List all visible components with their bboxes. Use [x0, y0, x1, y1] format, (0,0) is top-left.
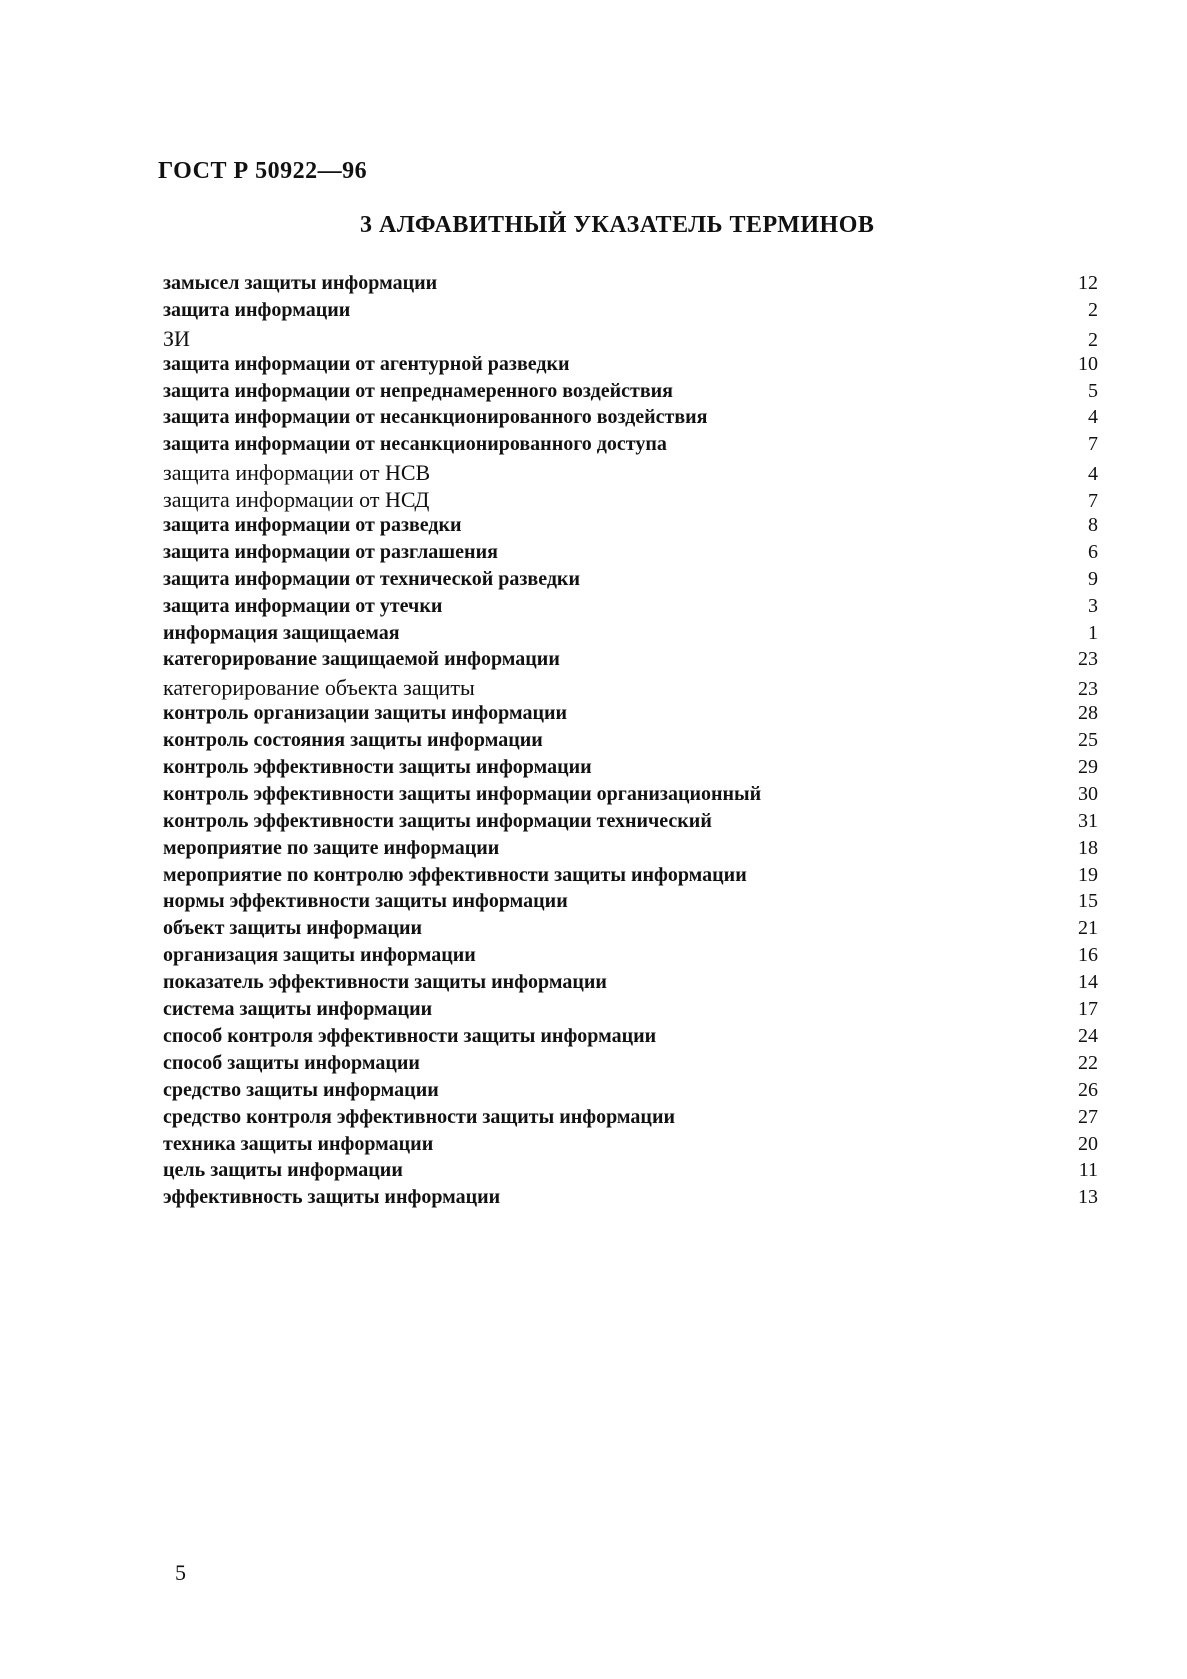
index-term-ref: 5 [1088, 379, 1098, 402]
index-term: защита информации от утечки [163, 594, 443, 617]
index-term-ref: 29 [1078, 756, 1098, 779]
index-row [163, 433, 1098, 460]
index-row [163, 380, 1098, 407]
index-term-ref: 15 [1078, 890, 1098, 913]
index-term-ref: 9 [1088, 567, 1098, 590]
index-term: защита информации от несанкционированного воздействия [163, 406, 708, 429]
index-term-ref: 11 [1078, 1159, 1098, 1182]
index-term: контроль эффективности защиты информации организационный [163, 782, 762, 805]
index-term: показатель эффективности защиты информации [163, 971, 607, 994]
index-term-ref: 6 [1088, 540, 1098, 563]
index-term: эффективность защиты информации [163, 1186, 501, 1209]
index-term: нормы эффективности защиты информации [163, 890, 568, 913]
index-term: защита информации от НСВ [163, 460, 431, 486]
index-term: категорирование защищаемой информации [163, 648, 560, 671]
index-term: мероприятие по защите информации [163, 836, 500, 859]
index-term-ref: 23 [1078, 648, 1098, 671]
index-term: защита информации от непреднамеренного воздействия [163, 379, 673, 402]
index-row [163, 299, 1098, 326]
index-term: цель защиты информации [163, 1159, 403, 1182]
index-term-ref: 12 [1078, 272, 1098, 294]
index-term-ref: 30 [1078, 782, 1098, 805]
index-row [163, 406, 1098, 433]
index-term-ref: 28 [1078, 702, 1098, 725]
index-row [163, 1106, 1098, 1133]
index-row [163, 675, 1098, 702]
index-term: контроль организации защиты информации [163, 702, 568, 725]
index-term: средство контроля эффективности защиты информации [163, 1105, 675, 1128]
index-term-ref: 2 [1088, 298, 1098, 321]
index-row [163, 541, 1098, 568]
index-row [163, 514, 1098, 541]
index-row [163, 272, 1098, 299]
index-term: защита информации [163, 298, 351, 321]
index-term-ref: 21 [1078, 917, 1098, 940]
index-row [163, 595, 1098, 622]
index-term: контроль эффективности защиты информации [163, 756, 592, 779]
index-row [163, 353, 1098, 380]
index-row [163, 729, 1098, 756]
index-term: категорирование объекта защиты [163, 675, 475, 701]
index-row [163, 622, 1098, 649]
index-term: система защиты информации [163, 998, 433, 1021]
index-row [163, 648, 1098, 675]
index-term-ref: 23 [1078, 678, 1098, 701]
index-row [163, 1025, 1098, 1052]
index-row [163, 837, 1098, 864]
index-term-ref: 18 [1078, 836, 1098, 859]
index-term-ref: 19 [1078, 863, 1098, 886]
index-term: средство защиты информации [163, 1078, 439, 1101]
index-term-ref: 7 [1088, 490, 1098, 513]
index-term: организация защиты информации [163, 944, 476, 967]
index-term-ref: 8 [1088, 514, 1098, 537]
index-row [163, 326, 1098, 353]
index-row [163, 783, 1098, 810]
index-term-ref: 13 [1078, 1186, 1098, 1209]
index-row [163, 756, 1098, 783]
index-term: защита информации от технической разведки [163, 567, 580, 590]
index-term-ref: 27 [1078, 1105, 1098, 1128]
index-row [163, 460, 1098, 487]
index-row [163, 890, 1098, 917]
index-term: контроль состояния защиты информации [163, 729, 543, 752]
index-row [163, 568, 1098, 595]
index-term: объект защиты информации [163, 917, 423, 940]
index-row [163, 864, 1098, 891]
index-term: информация защищаемая [163, 621, 400, 644]
index-term: ЗИ [163, 325, 190, 351]
index-term-ref: 10 [1078, 352, 1098, 375]
index-row [163, 702, 1098, 729]
index-term: мероприятие по контролю эффективности защиты информации [163, 863, 747, 886]
index-term: защита информации от несанкционированного доступа [163, 433, 667, 456]
index-row [163, 971, 1098, 998]
index-term-ref: 16 [1078, 944, 1098, 967]
index-term-ref: 3 [1088, 594, 1098, 617]
index-term-ref: 2 [1088, 328, 1098, 351]
index-term: техника защиты информации [163, 1132, 434, 1155]
index-term: способ защиты информации [163, 1051, 420, 1074]
page-number: 5 [175, 1560, 186, 1585]
index-term-ref: 7 [1088, 433, 1098, 456]
index-term-ref: 20 [1078, 1132, 1098, 1155]
index-row [163, 487, 1098, 514]
index-term: замысел защиты информации [163, 272, 438, 294]
index-row [163, 944, 1098, 971]
index-term: защита информации от разглашения [163, 540, 498, 563]
index-row [163, 1186, 1098, 1213]
index-term-ref: 25 [1078, 729, 1098, 752]
index-term: защита информации от агентурной разведки [163, 352, 570, 375]
index-term: контроль эффективности защиты информации технический [163, 809, 712, 832]
index-term: защита информации от НСД [163, 487, 430, 513]
index-term: способ контроля эффективности защиты информации [163, 1024, 657, 1047]
index-term-ref: 4 [1088, 463, 1098, 486]
section-title: 3 АЛФАВИТНЫЙ УКАЗАТЕЛЬ ТЕРМИНОВ [360, 212, 875, 238]
index-term-ref: 17 [1078, 998, 1098, 1021]
index-row [163, 1159, 1098, 1186]
index-term-ref: 31 [1078, 809, 1098, 832]
index-term-ref: 26 [1078, 1078, 1098, 1101]
index-row [163, 1079, 1098, 1106]
index-term-ref: 24 [1078, 1024, 1098, 1047]
index-row [163, 1133, 1098, 1160]
index-row [163, 1052, 1098, 1079]
index-row [163, 810, 1098, 837]
index-term-ref: 22 [1078, 1051, 1098, 1074]
index-term-ref: 4 [1088, 406, 1098, 429]
term-index-list [163, 272, 1098, 1213]
index-row [163, 998, 1098, 1025]
document-standard-number: ГОСТ Р 50922—96 [158, 158, 368, 184]
index-row [163, 917, 1098, 944]
index-term-ref: 1 [1088, 621, 1098, 644]
index-term-ref: 14 [1078, 971, 1098, 994]
index-term: защита информации от разведки [163, 514, 462, 537]
